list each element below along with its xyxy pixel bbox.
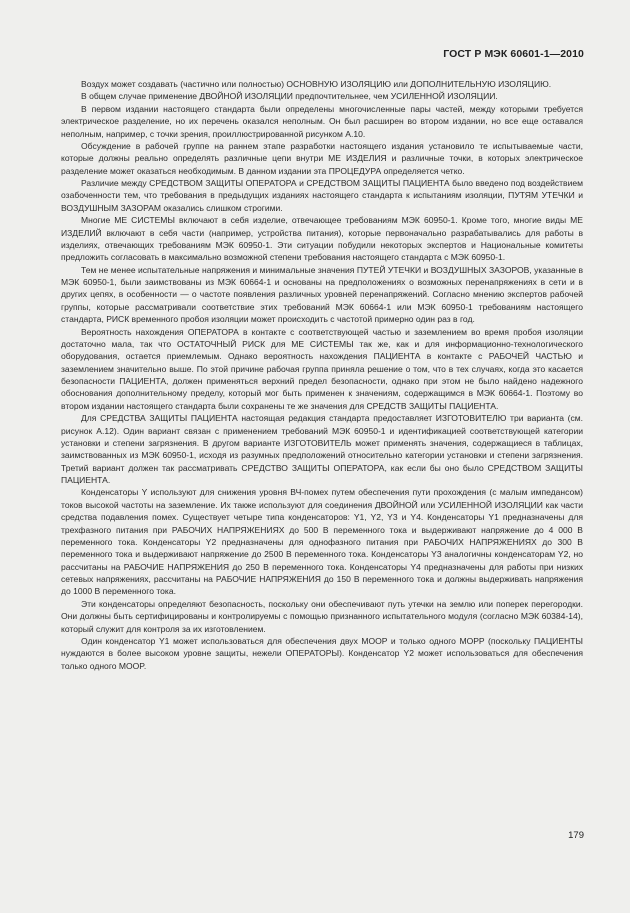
paragraph: Конденсаторы Y используют для снижения уровня ВЧ-помех путем обеспечения пути прохождения (с малым импедансом) токов высокой частоты на заземление. Их также используют для соединения ДВОЙНОЙ или УСИЛЕННОЙ ИЗОЛЯЦИИ как части средства подавления помех. Существует четыре типа конденсаторов: Y1, Y2, Y3 и Y4. Конденсаторы Y1 предназначены для трехфазного питания при РАБОЧИХ НАПРЯЖЕНИЯХ до 500 В переменного тока и выдерживают напряжение до 4 000 В переменного тока. Конденсаторы Y2 предназначены для однофазного питания при РАБОЧИХ НАПРЯЖЕНИЯХ до 300 В переменного тока и выдерживают напряжение до 2500 В переменного тока. Конденсаторы Y3 аналогичны конденсаторам Y2, но рассчитаны на РАБОЧИЕ НАПРЯЖЕНИЯ до 250 В переменного тока. Конденсаторы Y4 предназначены для работы при низких сетевых напряжениях, рассчитаны на РАБОЧИЕ НАПРЯЖЕНИЯ до 150 В переменного тока и должны выдерживать напряжения до 1000 В переменного тока. (61, 487, 583, 597)
paragraph: Различие между СРЕДСТВОМ ЗАЩИТЫ ОПЕРАТОРА и СРЕДСТВОМ ЗАЩИТЫ ПАЦИЕНТА было введено под воздействием озабоченности тем, что требования в предыдущих изданиях настоящего стандарта к испытаниям изоляции, ПУТЯМ УТЕЧКИ и ВОЗДУШНЫМ ЗАЗОРАМ оказались слишком строгими. (61, 178, 583, 213)
paragraph: В первом издании настоящего стандарта были определены многочисленные пары частей, между которыми требуется электрическое разделение, но их перечень оказался неполным. Он был расширен во втором издании, но все еще оставался неполным, например, с точки зрения, проиллюстрированной рисунком А.10. (61, 103, 583, 139)
paragraph: Многие МЕ СИСТЕМЫ включают в себя изделие, отвечающее требованиям МЭК 60950-1. Кроме того, многие виды МЕ ИЗДЕЛИЙ включают в себя части (например, устройства питания), которые первоначально разрабатывались для работы в изделиях, отвечающих требованиям МЭК 60950-1. Эти ситуации побудили некоторых экспертов и Национальные комитеты предложить согласовать в максимально возможной степени требования настоящего стандарта с МЭК 60950-1. (61, 215, 583, 263)
document-body (61, 78, 583, 672)
standard-header: ГОСТ Р МЭК 60601-1—2010 (443, 48, 584, 60)
paragraph: В общем случае применение ДВОЙНОЙ ИЗОЛЯЦИИ предпочтительнее, чем УСИЛЕННОЙ ИЗОЛЯЦИИ. (81, 91, 498, 102)
page-number: 179 (568, 830, 584, 841)
paragraph: Для СРЕДСТВА ЗАЩИТЫ ПАЦИЕНТА настоящая редакция стандарта предоставляет ИЗГОТОВИТЕЛЮ три варианта (см. рисунок А.12). Один вариант связан с применением требований МЭК 60950-1 и идентификацией соответствующей категории установки и степени загрязнения. В другом варианте ИЗГОТОВИТЕЛЬ может применять значения, содержащиеся в таблицах, заимствованных из МЭК 60950-1, исходя из разумных предположений относительно категории установки и степени загрязнения. Третий вариант должен так рассматривать СРЕДСТВО ЗАЩИТЫ ОПЕРАТОРА, как если бы оно было СРЕДСТВОМ ЗАЩИТЫ ПАЦИЕНТА. (61, 413, 583, 485)
paragraph: Тем не менее испытательные напряжения и минимальные значения ПУТЕЙ УТЕЧКИ и ВОЗДУШНЫХ ЗАЗОРОВ, указанные в МЭК 60950-1, были заимствованы из МЭК 60664-1 и основаны на предположениях о возможных перенапряжениях в сети и в других цепях, в особенности — о частоте появления различных уровней перенапряжений. Согласно мнению экспертов рабочей группы, которые рассматривали соответствие этих требований МЭК 60664-1 или МЭК 60950-1 требованиям настоящего стандарта, РИСК временного пробоя изоляции может происходить с частотой примерно один раз в год. (61, 264, 583, 325)
paragraph: Эти конденсаторы определяют безопасность, поскольку они обеспечивают путь утечки на землю или поперек перегородки. Они должны быть сертифицированы и контролируемы с помощью признанного испытательного модуля (согласно МЭК 60384-14), который служит для контроля за их изготовлением. (61, 598, 583, 634)
paragraph: Вероятность нахождения ОПЕРАТОРА в контакте с соответствующей частью и заземлением во время пробоя изоляции достаточно мала, так что ОСТАТОЧНЫЙ РИСК для МЕ СИСТЕМЫ так же, как и для информационно-технологического оборудования, остается приемлемым. Однако вероятность нахождения ПАЦИЕНТА в контакте с РАБОЧЕЙ ЧАСТЬЮ и заземлением значительно выше. По этой причине рабочая группа приняла решение о том, что в тех случаях, когда это касается безопасности ПАЦИЕНТА, должен применяться верхний предел безопасности, однако при этом не было найдено надежного обоснования дополнительному пределу, который мог быть применен к значениям, содержащимся в МЭК 60664-1. Поэтому во втором издании настоящего стандарта были сохранены те же значения для СРЕДСТВ ЗАЩИТЫ ПАЦИЕНТА. (61, 326, 583, 411)
paragraph: Обсуждение в рабочей группе на раннем этапе разработки настоящего издания установило те испытываемые части, которые должны реально определять различные цепи внутри МЕ ИЗДЕЛИЯ и различные точки, в которых электрическое разделение может оказаться необходимым. В данном издании эта ПРОЦЕДУРА определяется четко. (61, 140, 583, 176)
paragraph: Один конденсатор Y1 может использоваться для обеспечения двух MOOP и только одного MOPP (поскольку ПАЦИЕНТЫ нуждаются в более высоком уровне защиты, нежели ОПЕРАТОРЫ). Конденсатор Y2 может использоваться для обеспечения только одного MOOP. (61, 635, 583, 671)
paragraph: Воздух может создавать (частично или полностью) ОСНОВНУЮ ИЗОЛЯЦИЮ или ДОПОЛНИТЕЛЬНУЮ ИЗОЛЯЦИЮ. (81, 79, 552, 89)
